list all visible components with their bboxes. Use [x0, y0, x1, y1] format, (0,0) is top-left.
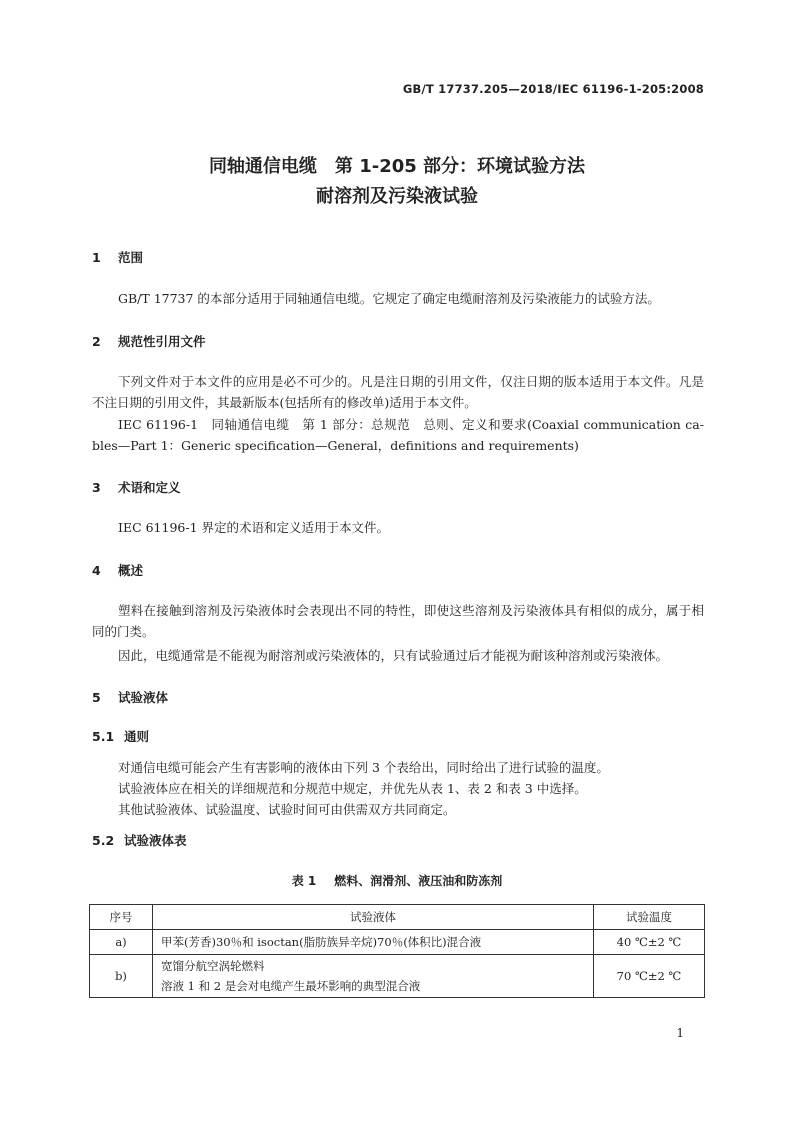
section-5-1-line-1: 对通信电缆可能会产生有害影响的液体由下列 3 个表给出，同时给出了进行试验的温度。 — [118, 760, 609, 775]
section-number: 5 — [92, 690, 101, 705]
section-1-body: GB/T 17737 的本部分适用于同轴通信电缆。它规定了确定电缆耐溶剂及污染液能力的试验方法。 — [118, 291, 660, 306]
table-1-caption — [0, 872, 794, 889]
row-index: a) — [90, 930, 153, 955]
section-4-heading — [92, 561, 143, 579]
section-5-1-heading — [92, 727, 149, 745]
reference-line-1: IEC 61196-1 同轴通信电缆 第 1 部分：总规范 总则、定义和要求(Coaxial communication ca- — [118, 417, 704, 432]
row-fluid: 甲苯(芳香)30％和 isoctan(脂肪族异辛烷)70％(体积比)混合液 — [153, 930, 594, 955]
section-4-paragraph-2: 因此，电缆通常是不能视为耐溶剂或污染液体的，只有试验通过后才能视为耐该种溶剂或污染液体。 — [118, 648, 669, 663]
row-index: b) — [90, 955, 153, 998]
section-number: 4 — [92, 563, 101, 578]
table-1 — [89, 904, 705, 998]
table-caption-text: 燃料、润滑剂、液压油和防冻剂 — [334, 874, 503, 888]
section-5-1-line-3: 其他试验液体、试验温度、试验时间可由供需双方共同商定。 — [118, 802, 456, 817]
column-header-temperature: 试验温度 — [594, 905, 705, 930]
section-title: 范围 — [118, 250, 144, 265]
table-row — [90, 955, 705, 998]
section-title: 概述 — [118, 563, 144, 578]
table-label: 表 1 — [291, 874, 317, 888]
section-title: 试验液体 — [118, 690, 169, 705]
section-3-body: IEC 61196-1 界定的术语和定义适用于本文件。 — [118, 520, 390, 535]
row-fluid-line-1: 宽馏分航空涡轮燃料 — [161, 959, 265, 973]
row-temperature: 70 ℃±2 ℃ — [594, 955, 705, 998]
section-5-heading — [92, 688, 168, 706]
row-fluid — [153, 955, 594, 998]
section-4-paragraph-1: 塑料在接触到溶剂及污染液体时会表现出不同的特性，即使这些溶剂及污染液体具有相似的成分，属于相同的门类。 — [92, 603, 704, 639]
section-5-1-line-2: 试验液体应在相关的详细规范和分规范中规定，并优先从表 1、表 2 和表 3 中选择。 — [118, 781, 587, 796]
table-row — [90, 930, 705, 955]
column-header-index: 序号 — [90, 905, 153, 930]
section-title: 试验液体表 — [124, 833, 187, 848]
section-2-paragraph: 下列文件对于本文件的应用是必不可少的。凡是注日期的引用文件，仅注日期的版本适用于本文件。凡是不注日期的引用文件，其最新版本(包括所有的修改单)适用于本文件。 — [92, 374, 704, 410]
section-number: 5.1 — [92, 729, 115, 744]
section-title: 通则 — [124, 729, 150, 744]
document-code-header: GB/T 17737.205—2018/IEC 61196-1-205:2008 — [402, 82, 704, 96]
section-number: 3 — [92, 480, 101, 495]
row-fluid-line-2: 溶液 1 和 2 是会对电缆产生最坏影响的典型混合液 — [161, 979, 421, 993]
document-title: 同轴通信电缆 第 1-205 部分：环境试验方法 — [208, 156, 586, 177]
page-number: 1 — [676, 1026, 684, 1040]
section-2-heading — [92, 332, 206, 350]
table-header-row — [90, 905, 705, 930]
section-title: 术语和定义 — [118, 480, 181, 495]
section-title: 规范性引用文件 — [118, 334, 206, 349]
document-subtitle: 耐溶剂及污染液试验 — [316, 186, 478, 207]
reference-line-2: bles—Part 1：Generic specification—General，definitions and requirements) — [92, 438, 579, 453]
row-temperature: 40 ℃±2 ℃ — [594, 930, 705, 955]
column-header-fluid: 试验液体 — [153, 905, 594, 930]
section-5-2-heading — [92, 831, 187, 849]
section-number: 2 — [92, 334, 101, 349]
section-1-heading — [92, 248, 143, 266]
section-number: 5.2 — [92, 833, 115, 848]
section-3-heading — [92, 478, 181, 496]
section-number: 1 — [92, 250, 101, 265]
